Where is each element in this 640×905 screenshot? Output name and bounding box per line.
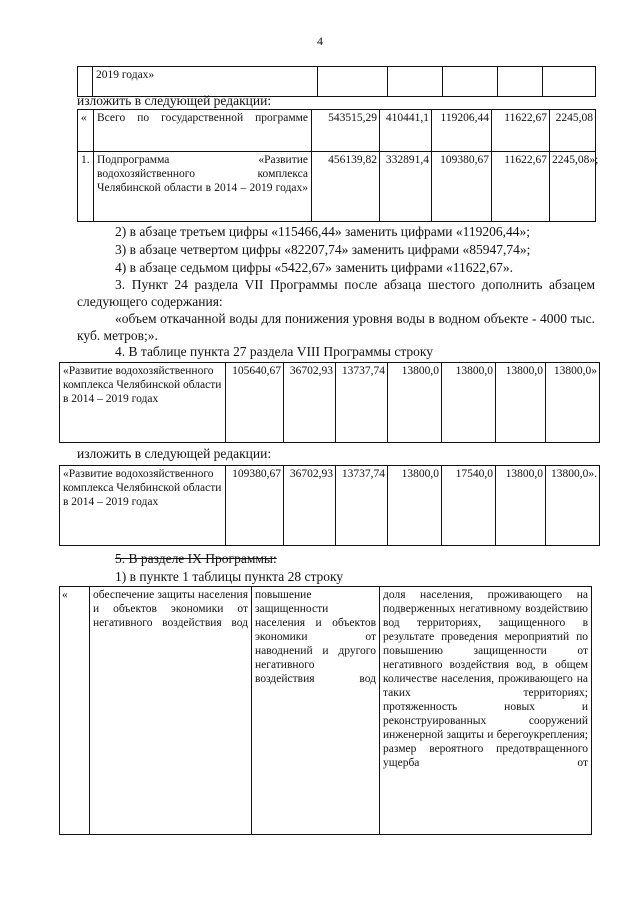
- row-name: «Развитие водохозяйственного комплекса Челябинской области в 2014 – 2019 годах: [60, 466, 226, 546]
- table-row: [60, 466, 600, 546]
- row-name: «Развитие водохозяйственного комплекса Челябинской области в 2014 – 2019 годах: [60, 363, 226, 443]
- indicators-table: [59, 586, 592, 835]
- value-cell: 17540,0: [442, 466, 496, 546]
- value-cell: 13800,0: [496, 363, 546, 443]
- paragraph-line: 4) в абзаце седьмом цифры «5422,67» заменить цифрами «11622,67».: [115, 260, 514, 275]
- value-cell: 2245,08»;: [550, 152, 596, 222]
- indicator-item: размер вероятного предотвращенного ущерба от: [383, 743, 588, 769]
- value-cell: 11622,67: [492, 152, 550, 222]
- table-row: [78, 152, 596, 222]
- value-cell: 410441,1: [380, 110, 432, 152]
- paragraph-line: 3) в абзаце четвертом цифры «82207,74» заменить цифрами «85947,74»;: [115, 242, 531, 257]
- paragraph-subitem-1: 1) в пункте 1 таблицы пункта 28 строку: [115, 569, 344, 584]
- value-cell: 13800,0: [496, 466, 546, 546]
- row-name: Всего по государственной программе: [94, 110, 312, 152]
- value-cell: 2245,08: [550, 110, 596, 152]
- value-cell: 36702,93: [284, 466, 336, 546]
- table-row: [60, 363, 600, 443]
- value-cell: 13800,0: [388, 466, 442, 546]
- paragraph-quote: «объем откачанной воды для понижения уровня воды в водном объекте - 4000 тыс. куб. метров;».: [77, 311, 595, 343]
- value-cell: 109380,67: [432, 152, 492, 222]
- value-cell: 13800,0: [388, 363, 442, 443]
- indicator-item: доля населения, проживающего на подверженных негативному воздействию вод территориях, защищенного в результате проведения мероприятий по повышению защищенности от негативного воздействия вод, в общем количестве населения, проживающего на таких территориях;: [383, 589, 588, 699]
- value-cell: 543515,29: [312, 110, 380, 152]
- page-number: 4: [317, 34, 323, 48]
- row-name: Подпрограмма «Развитие водохозяйственного комплекса Челябинской области в 2014 – 2019 годах»: [94, 152, 312, 222]
- value-cell: 105640,67: [226, 363, 284, 443]
- value-cell: 36702,93: [284, 363, 336, 443]
- old-row-table: [59, 362, 600, 443]
- task-cell: повышение защищенности населения и объектов экономики от наводнений и другого негативного воздействия вод: [252, 587, 380, 835]
- indicator-item: протяженность новых и реконструированных сооружений инженерной защиты и берегоукрепления;: [383, 701, 588, 741]
- new-edition-label-2: изложить в следующей редакции:: [77, 446, 272, 461]
- new-edition-label-1: изложить в следующей редакции:: [77, 93, 272, 108]
- value-cell: 13800,0»: [546, 363, 600, 443]
- value-cell: 13800,0: [442, 363, 496, 443]
- paragraph-item-4: 4. В таблице пункта 27 раздела VIII Программы строку: [115, 344, 434, 359]
- goal-cell: обеспечение защиты населения и объектов экономики от негативного воздействия вод: [90, 587, 252, 835]
- value-cell: 332891,4: [380, 152, 432, 222]
- value-cell: 13800,0».: [546, 466, 600, 546]
- paragraph-item-3: 3. Пункт 24 раздела VII Программы после абзаца шестого дополнить абзацем следующего содержания:: [77, 277, 595, 309]
- table-row: [78, 110, 596, 152]
- paragraph-line: 2) в абзаце третьем цифры «115466,44» заменить цифрами «119206,44»;: [115, 224, 531, 239]
- top-table-cell-name: 2019 годах»: [93, 67, 318, 97]
- value-cell: 109380,67: [226, 466, 284, 546]
- value-cell: 456139,82: [312, 152, 380, 222]
- row-mark: «: [78, 110, 94, 152]
- new-row-table: [59, 465, 600, 546]
- row-mark: 1.: [78, 152, 94, 222]
- value-cell: 119206,44: [432, 110, 492, 152]
- program-funding-table: [77, 109, 599, 222]
- table-row: [60, 587, 592, 835]
- row-mark: «: [60, 587, 90, 835]
- value-cell: 13737,74: [336, 363, 388, 443]
- indicators-cell: [380, 587, 592, 835]
- paragraph-item-5: 5. В разделе IX Программы:: [115, 551, 277, 566]
- value-cell: 13737,74: [336, 466, 388, 546]
- top-table-cell-mark: [78, 67, 93, 97]
- value-cell: 11622,67: [492, 110, 550, 152]
